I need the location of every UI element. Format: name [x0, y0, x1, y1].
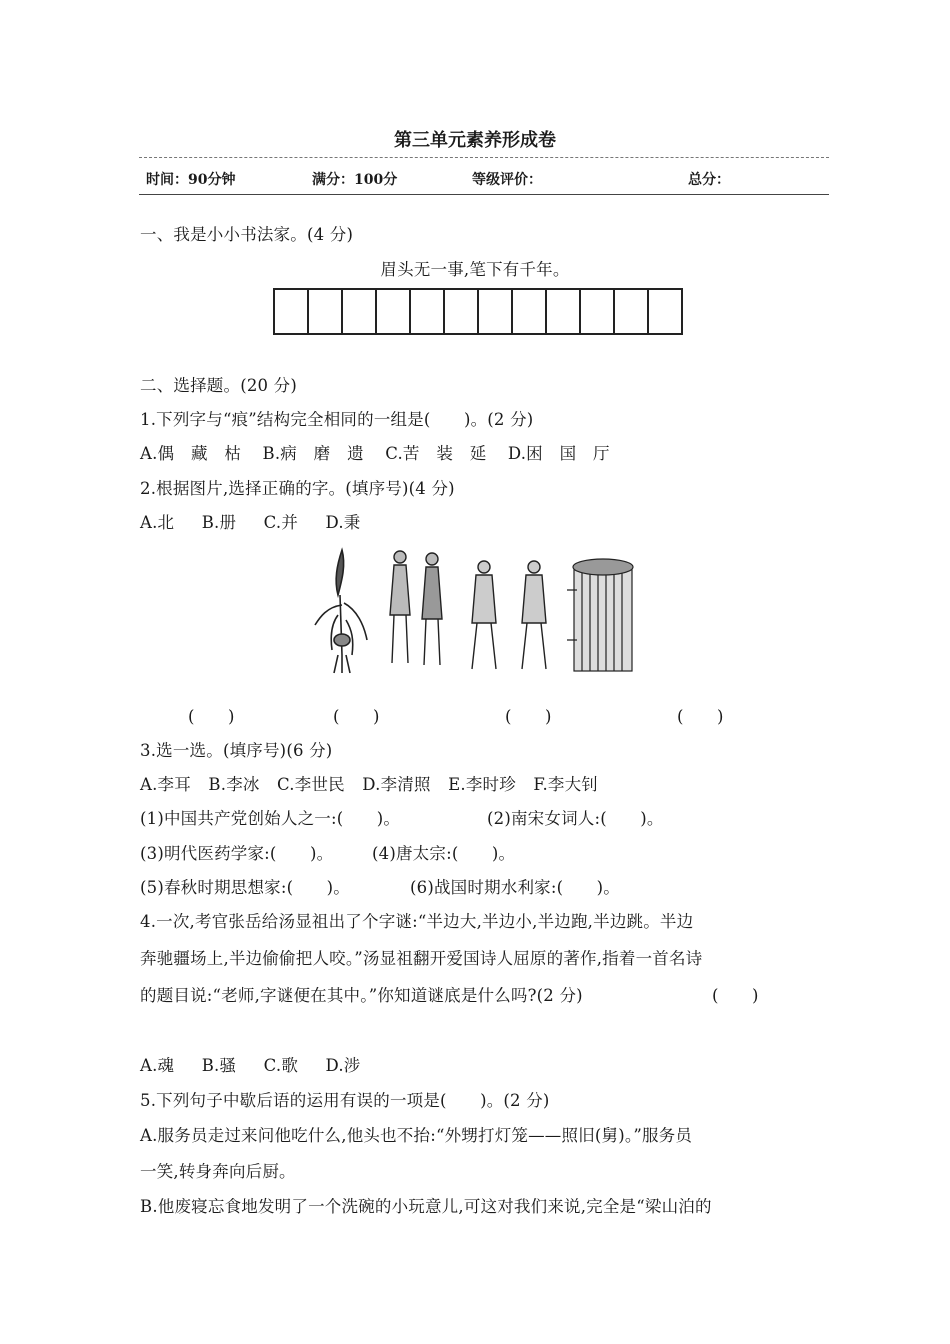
q2-blank-4[interactable]: ( ) — [677, 707, 724, 726]
calligraphy-grid[interactable] — [273, 288, 683, 335]
q2-illustration — [312, 545, 638, 675]
q2-options — [140, 509, 361, 533]
q1-option-a: A.偶 藏 枯 — [140, 444, 242, 463]
calligraphy-sentence: 眉头无一事,笔下有千年。 — [380, 260, 570, 279]
q1-option-b: B.病 磨 遗 — [262, 444, 364, 463]
grid-cell[interactable] — [581, 288, 615, 335]
q3-option-c: C.李世民 — [277, 775, 345, 794]
q1-option-d: D.困 国 厅 — [507, 444, 610, 463]
q4-option-b: B.骚 — [201, 1056, 237, 1075]
q4-line-1: 4.一次,考官张岳给汤显祖出了个字谜:“半边大,半边小,半边跑,半边跳。半边 — [140, 912, 694, 931]
header-dashed-divider — [139, 157, 829, 158]
header-total: 总分： — [688, 172, 730, 188]
q4-option-a: A.魂 — [140, 1056, 175, 1075]
q5-stem: 5.下列句子中歇后语的运用有误的一项是( )。(2 分) — [140, 1091, 550, 1110]
grid-cell[interactable] — [615, 288, 649, 335]
q3-item-4: (4)唐太宗:( )。 — [372, 844, 516, 863]
grid-cell[interactable] — [343, 288, 377, 335]
grid-cell[interactable] — [377, 288, 411, 335]
bamboo-slips-bundle-image — [567, 559, 633, 671]
q3-item-6: (6)战国时期水利家:( )。 — [410, 878, 621, 897]
q3-option-b: B.李冰 — [208, 775, 260, 794]
q2-option-b: B.册 — [201, 513, 237, 532]
q2-blank-2[interactable]: ( ) — [333, 707, 380, 726]
two-people-side-by-side-image — [390, 551, 442, 665]
q4-options — [140, 1052, 361, 1076]
q4-option-d: D.涉 — [325, 1056, 361, 1075]
q5-option-a-line-1: A.服务员走过来问他吃什么,他头也不抬:“外甥打灯笼——照旧(舅)。”服务员 — [140, 1126, 693, 1145]
q3-stem: 3.选一选。(填序号)(6 分) — [140, 741, 333, 760]
q2-blank-1[interactable]: ( ) — [188, 707, 235, 726]
page-title: 第三单元素养形成卷 — [394, 130, 556, 151]
q3-item-3: (3)明代医药学家:( )。 — [140, 844, 334, 863]
section2-heading: 二、选择题。(20 分) — [140, 376, 298, 395]
q2-option-a: A.北 — [140, 513, 175, 532]
q2-stem: 2.根据图片,选择正确的字。(填序号)(4 分) — [140, 479, 455, 498]
q2-blank-3[interactable]: ( ) — [505, 707, 552, 726]
q2-option-c: C.并 — [263, 513, 299, 532]
header-time: 时间：90分钟 — [146, 172, 236, 188]
q1-stem: 1.下列字与“痕”结构完全相同的一组是( )。(2 分) — [140, 410, 534, 429]
q2-option-d: D.秉 — [325, 513, 361, 532]
q3-option-d: D.李清照 — [362, 775, 431, 794]
grid-cell[interactable] — [649, 288, 683, 335]
grid-cell[interactable] — [411, 288, 445, 335]
q3-item-2: (2)南宋女词人:( )。 — [487, 809, 664, 828]
two-people-standing-image — [472, 561, 546, 669]
header-grade: 等级评价： — [472, 172, 542, 188]
header-solid-divider — [139, 194, 829, 195]
section1-heading: 一、我是小小书法家。(4 分) — [140, 225, 354, 244]
q3-option-f: F.李大钊 — [533, 775, 599, 794]
q4-option-c: C.歌 — [263, 1056, 299, 1075]
q3-options — [140, 771, 598, 795]
q5-option-a-line-2: 一笑,转身奔向后厨。 — [140, 1162, 296, 1181]
grid-cell[interactable] — [275, 288, 309, 335]
q5-option-b-line-1: B.他废寝忘食地发明了一个洗碗的小玩意儿,可这对我们来说,完全是“梁山泊的 — [140, 1197, 712, 1216]
grid-cell[interactable] — [513, 288, 547, 335]
q4-answer-blank[interactable]: ( ) — [712, 986, 759, 1005]
q4-line-3: 的题目说:“老师,字谜便在其中。”你知道谜底是什么吗?(2 分) — [140, 986, 583, 1005]
grid-cell[interactable] — [309, 288, 343, 335]
wheat-sheaf-image — [315, 550, 367, 673]
q1-option-c: C.苦 装 延 — [385, 444, 487, 463]
q3-item-1: (1)中国共产党创始人之一:( )。 — [140, 809, 401, 828]
header-full-score: 满分：100分 — [312, 172, 398, 188]
q3-option-e: E.李时珍 — [448, 775, 516, 794]
grid-cell[interactable] — [445, 288, 479, 335]
q1-options — [140, 440, 610, 464]
q4-line-2: 奔驰疆场上,半边偷偷把人咬。”汤显祖翻开爱国诗人屈原的著作,指着一首名诗 — [140, 949, 703, 968]
q3-item-5: (5)春秋时期思想家:( )。 — [140, 878, 351, 897]
grid-cell[interactable] — [479, 288, 513, 335]
q3-option-a: A.李耳 — [140, 775, 191, 794]
grid-cell[interactable] — [547, 288, 581, 335]
